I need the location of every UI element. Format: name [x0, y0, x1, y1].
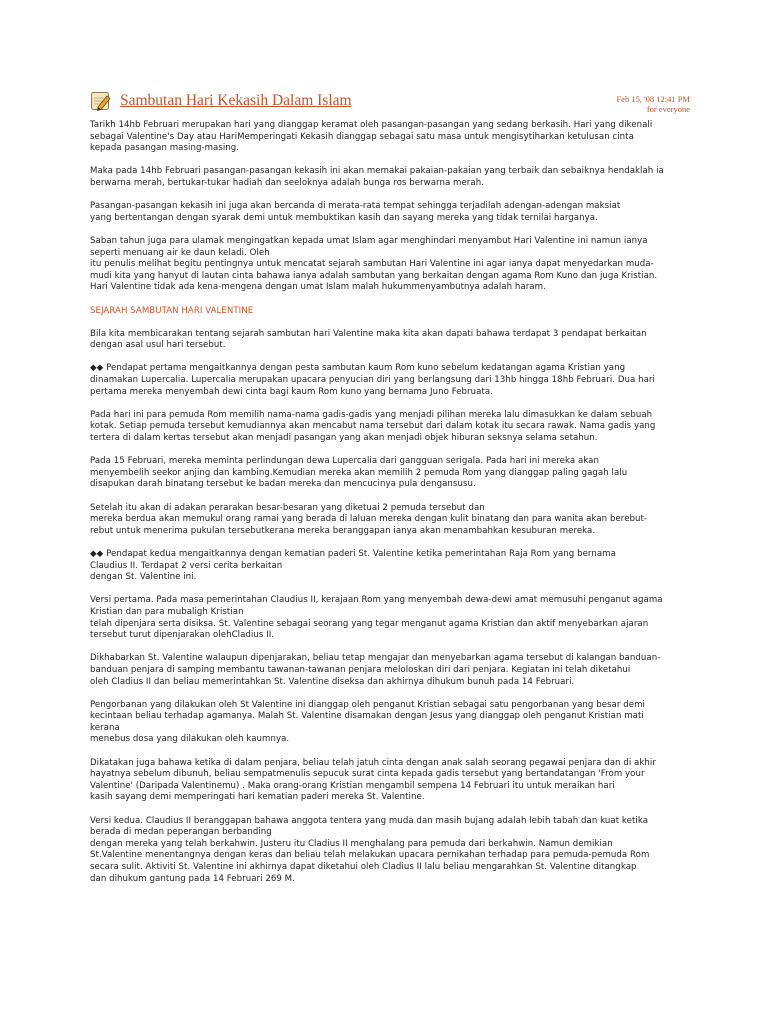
text-line: Pada hari ini para pemuda Rom memilih nama-nama gadis-gadis yang menjadi pilihan mereka lalu dimasukkan ke dalam sebuah — [90, 409, 653, 420]
text-line: berwarna merah, bertukar-tukar hadiah dan seeloknya adalah bunga ros berwarna merah. — [90, 177, 484, 188]
paragraph — [90, 120, 690, 155]
text-line: Versi kedua. Claudius II beranggapan bahawa anggota tentera yang muda dan masih bujang adalah lebih tabah dan kuat ketika — [90, 815, 649, 826]
text-line: dan dihukum gantung pada 14 Februari 269 M. — [90, 873, 295, 884]
text-line: ◆◆ Pendapat pertama mengaitkannya dengan pesta sambutan kaum Rom kuno sebelum kedatangan agama Kristian yang — [90, 363, 626, 374]
paragraph — [90, 201, 690, 224]
text-line: Versi pertama. Pada masa pemerintahan Claudius II, kerajaan Rom yang menyembah dewa-dewi amat memusuhi penganut agama — [90, 595, 663, 606]
text-line: menebus dosa yang dilakukan oleh kaumnya. — [90, 734, 290, 745]
text-line: Dikatakan juga bahawa ketika di dalam penjara, beliau telah jatuh cinta dengan anak salah seorang pegawai penjara dan di akhir — [90, 757, 656, 768]
text-line: Pasangan-pasangan kekasih ini juga akan bercanda di merata-rata tempat sehingga terjadilah adengan-adengan maksiat — [90, 201, 621, 212]
post-date: Feb 15, '08 12:41 PM — [616, 94, 690, 104]
paragraph — [90, 456, 690, 491]
paragraph — [90, 758, 690, 804]
text-line: mereka berdua akan memukul orang ramai yang berada di laluan mereka dengan kulit binatang dan para wanita akan berebut- — [90, 514, 648, 525]
paragraph — [90, 653, 690, 688]
text-line: SEJARAH SAMBUTAN HARI VALENTINE — [90, 305, 254, 316]
text-line: menyembelih seekor anjing dan kambing.Kemudian mereka akan memilih 2 pemuda Rom yang dianggap paling gagah lalu — [90, 467, 628, 478]
text-line: sebagai Valentine's Day atau HariMemperingati Kekasih dianggap sebagai satu masa untuk mengisytiharkan ketulusan cinta — [90, 131, 634, 142]
text-line: Claudius II. Terdapat 2 versi cerita berkaitan — [90, 560, 283, 571]
paragraph — [90, 329, 690, 352]
blog-post — [90, 86, 690, 884]
text-line: dengan St. Valentine ini. — [90, 572, 197, 583]
text-line: dinamakan Lupercalia. Lupercalia merupakan upacara penyucian diri yang berlangsung dari 13hb hingga 18hb Februari. Dua hari — [90, 375, 655, 386]
text-line: mudi kita yang hanyut di lautan cinta bahawa ianya adalah sambutan yang berkaitan dengan agama Rom Kuno dan juga Kristian. — [90, 270, 658, 281]
text-line: kotak. Setiap pemuda tersebut kemudiannya akan mencabut nama tersebut dari dalam kotak itu secara rawak. Nama gadis yang — [90, 421, 656, 432]
post-body — [90, 120, 690, 897]
text-line: yang bertentangan dengan syarak demi untuk membuktikan kasih dan sayang mereka yang tidak ternilai harganya. — [90, 212, 598, 223]
paragraph — [90, 503, 690, 538]
text-line: Tarikh 14hb Februari merupakan hari yang dianggap keramat oleh pasangan-pasangan yang sedang berkasih. Hari yang dikenali — [90, 120, 653, 130]
text-line: Saban tahun juga para ulamak mengingatkan kepada umat Islam agar menghindari menyambut Hari Valentine ini namun ianya — [90, 235, 648, 246]
section-heading — [90, 306, 690, 318]
text-line: Pengorbanan yang dilakukan oleh St Valentine ini dianggap oleh penganut Kristian sebagai satu pengorbanan yang besar demi — [90, 699, 645, 710]
text-line: itu penulis melihat begitu pentingnya untuk mencatat sejarah sambutan Hari Valentine ini agar ianya dapat menyedarkan muda- — [90, 259, 654, 270]
text-line: St.Valentine menentangnya dengan keras dan beliau telah melakukan upacara pernikahan terhadap para pemuda-pemuda Rom — [90, 850, 650, 861]
post-title[interactable]: Sambutan Hari Kekasih Dalam Islam — [120, 92, 352, 109]
text-line: disapukan darah binatang tersebut ke badan mereka dan mencucinya pula dengansusu. — [90, 479, 476, 490]
text-line: secara sulit. Aktiviti St. Valentine ini akhirnya dapat diketahui oleh Cladius II lalu beliau mengarahkan St. Valentine ditangkap — [90, 862, 637, 872]
text-line: Setelah itu akan di adakan perarakan besar-besaran yang diketuai 2 pemuda tersebut dan — [90, 502, 485, 513]
text-line: oleh Cladius II dan beliau memerintahkan St. Valentine diseksa dan akhirnya dihukum bunuh pada 14 Februari. — [90, 676, 575, 687]
text-line: Kristian dan para mubaligh Kristian — [90, 606, 244, 617]
paragraph — [90, 595, 690, 641]
text-line: Bila kita membicarakan tentang sejarah sambutan hari Valentine maka kita akan dapati bahawa terdapat 3 pendapat berkaitan — [90, 328, 647, 339]
text-line: Hari Valentine tidak ada kena-mengena dengan umat Islam malah hukummenyambutnya adalah haram. — [90, 282, 546, 293]
paragraph — [90, 549, 690, 584]
text-line: Valentine' (Daripada Valentinemu) . Maka orang-orang Kristian mengambil sempena 14 Februari itu untuk meraikan hari — [90, 780, 615, 791]
text-line: Maka pada 14hb Februari pasangan-pasangan kekasih ini akan memakai pakaian-pakaian yang terbaik dan sebaiknya hendaklah ia — [90, 166, 664, 177]
text-line: kepada pasangan masing-masing. — [90, 143, 240, 154]
paragraph — [90, 700, 690, 746]
paragraph — [90, 236, 690, 294]
text-line: hayatnya sebelum dibunuh, beliau sempatmenulis sepucuk surat cinta kepada gadis tersebut yang bertandatangan 'From your — [90, 769, 645, 780]
text-line: kasih sayang demi memperingati hari kematian paderi mereka St. Valentine. — [90, 792, 425, 803]
text-line: pertama mereka menyembah dewi cinta bagi kaum Rom kuno yang bernama Juno Februata. — [90, 386, 493, 397]
text-line: seperti menuang air ke daun keladi. Oleh — [90, 247, 270, 258]
text-line: kecintaan beliau terhadap agamanya. Malah St. Valentine disamakan dengan Jesus yang dianggap oleh penganut Kristian mati — [90, 711, 644, 722]
text-line: ◆◆ Pendapat kedua mengaitkannya dengan kematian paderi St. Valentine ketika pemerintahan Raja Rom yang bernama — [90, 548, 616, 559]
text-line: Pada 15 Februari, mereka meminta perlindungan dewa Lupercalia dari gangguan serigala. Pada hari ini mereka akan — [90, 456, 599, 467]
text-line: dengan mereka yang telah berkahwin. Justeru itu Cladius II menghalang para pemuda dari berkahwin. Namun demikian — [90, 838, 613, 849]
paragraph — [90, 363, 690, 398]
post-audience: for everyone — [646, 104, 690, 114]
text-line: kerana — [90, 722, 120, 733]
post-header — [90, 86, 690, 114]
paragraph — [90, 410, 690, 445]
text-line: dengan asal usul hari tersebut. — [90, 340, 226, 351]
text-line: berada di medan peperangan berbanding — [90, 827, 272, 838]
text-line: tersebut turut dipenjarakan olehCladius II. — [90, 630, 275, 641]
note-pencil-icon — [90, 90, 112, 112]
post-meta — [616, 94, 690, 114]
paragraph — [90, 166, 690, 189]
text-line: banduan penjara di samping membantu tawanan-tawanan penjara meloloskan diri dari penjara. Kegiatan ini telah diketahui — [90, 664, 631, 675]
text-line: tertera di dalam kertas tersebut akan menjadi pasangan yang akan menjadi objek hiburan seksnya selama setahun. — [90, 433, 598, 444]
paragraph — [90, 816, 690, 886]
text-line: Dikhabarkan St. Valentine walaupun dipenjarakan, beliau tetap mengajar dan menyebarkan agama tersebut di kalangan banduan- — [90, 653, 661, 664]
text-line: telah dipenjara serta disiksa. St. Valentine sebagai seorang yang tegar menganut agama Kristian dan aktif menyebarkan ajaran — [90, 618, 649, 629]
text-line: rebut untuk menerima pukulan tersebutkerana mereka beranggapan ianya akan menambahkan kesuburan mereka. — [90, 525, 596, 536]
